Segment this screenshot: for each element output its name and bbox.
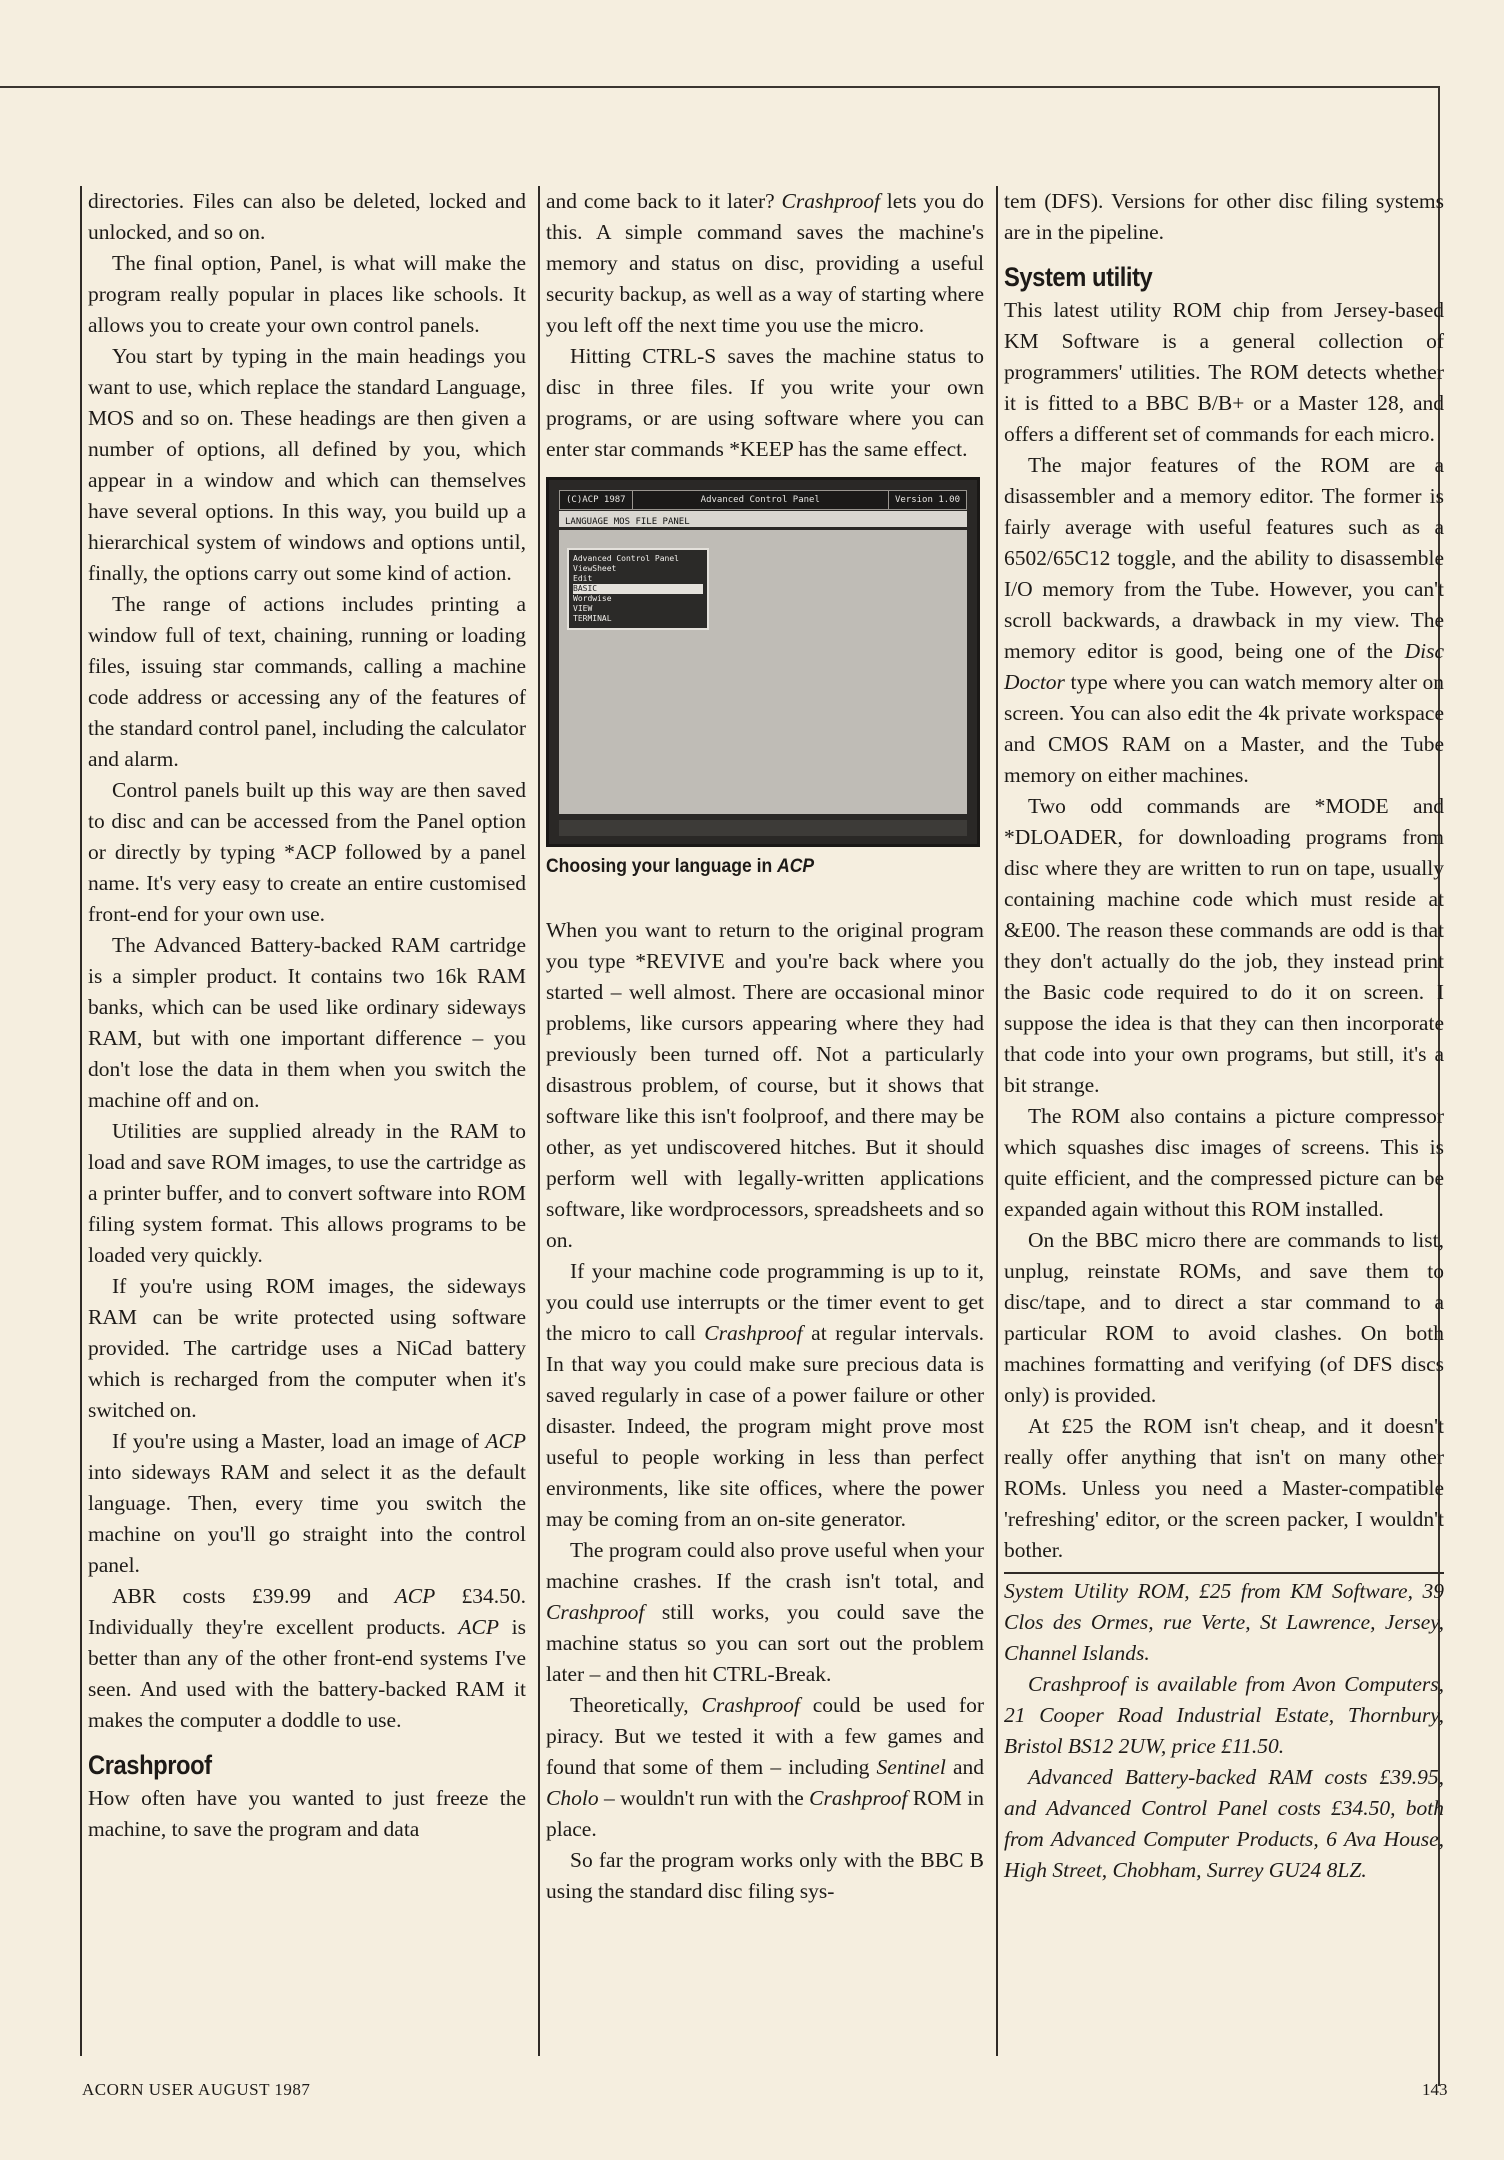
screen-title-bar (559, 490, 967, 510)
paragraph: The range of actions includes printing a window full of text, chaining, running or loading files, issuing star commands, calling a machine code address or accessing any of the features of the standard control panel, including the calculator and alarm. (88, 592, 526, 771)
language-window (567, 548, 709, 630)
screen-menu-bar (559, 511, 967, 527)
section-heading-crashproof: Crashproof (88, 1750, 212, 1780)
paragraph: If your machine code programming is up to it, you could use interrupts or the timer event to get the micro to call Crashproof at regular intervals. In that way you could make sure precious data is saved regularly in case of a power failure or other disaster. Indeed, the program might prove most useful to people working in less than perfect environments, like site offices, where the power may be coming from an on-site generator. (546, 1259, 985, 1531)
column-3 (996, 186, 1444, 2056)
paragraph: Control panels built up this way are then saved to disc and can be accessed from the Panel option or directly by typing *ACP followed by a panel name. It's very easy to create an entire customised front-end for your own use. (88, 778, 526, 926)
figure-caption: Choosing your language in ACP (546, 855, 815, 877)
screen-version: Version 1.00 (888, 491, 966, 509)
screen-copyright: (C)ACP 1987 (566, 495, 626, 505)
paragraph: The final option, Panel, is what will make the program really popular in places like schools. It allows you to create your own control panels. (88, 251, 526, 337)
paragraph: How often have you wanted to just freeze the machine, to save the program and data (88, 1786, 526, 1841)
paragraph: Theoretically, Crashproof could be used for piracy. But we tested it with a few games and found that some of them – including Sentinel and Cholo – wouldn't run with the Crashproof ROM in place. (546, 1693, 984, 1841)
paragraph: ABR costs £39.99 and ACP £34.50. Individually they're excellent products. ACP is better than any of the other front-end systems I've seen. And used with the battery-backed RAM it makes the computer a doddle to use. (88, 1584, 527, 1732)
paragraph: If you're using ROM images, the sideways RAM can be write protected using software provided. The cartridge uses a NiCad battery which is recharged from the computer when it's switched on. (88, 1274, 526, 1422)
paragraph: and come back to it later? Crashproof lets you do this. A simple command saves the machine's memory and status on disc, providing a useful security backup, as well as a way of starting where you left off the next time you use the micro. (546, 189, 985, 337)
language-item: TERMINAL (573, 614, 612, 623)
language-item: VIEW (573, 604, 593, 613)
language-item: Wordwise (573, 594, 612, 603)
credit-crashproof: Crashproof is available from Avon Computers, 21 Cooper Road Industrial Estate, Thornbury, Bristol BS12 2UW, price £11.50. (1004, 1672, 1444, 1758)
credit-system-utility: System Utility ROM, £25 from KM Software, 39 Clos des Ormes, rue Verte, St Lawrence, Jersey, Channel Islands. (1004, 1579, 1444, 1665)
paragraph: When you want to return to the original program you type *REVIVE and you're back where you started – well almost. There are occasional minor problems, like cursors appearing where they had previously been turned off. Not a particularly disastrous problem, of course, but it shows that software like this isn't foolproof, and there may be other, as yet undiscovered hitches. But it should perform well with legally-written applications software, like wordprocessors, spreadsheets and so on. (546, 918, 984, 1252)
product-credits (1004, 1572, 1444, 1886)
paragraph: tem (DFS). Versions for other disc filing systems are in the pipeline. (1004, 189, 1444, 244)
language-item: Edit (573, 574, 593, 583)
paragraph: Two odd commands are *MODE and *DLOADER, for downloading programs from disc where they are written to run on tape, usually containing machine code which must reside at &E00. The reason these commands are odd is that they don't actually do the job, they instead print the Basic code required to do it on screen. I suppose the idea is that they can then incorporate that code into your own programs, but still, it's a bit strange. (1004, 794, 1444, 1097)
paragraph: The program could also prove useful when your machine crashes. If the crash isn't total, and Crashproof still works, you could save the machine status so you can sort out the problem later – and then hit CTRL-Break. (546, 1538, 984, 1686)
column-2 (538, 186, 984, 2056)
paragraph: The ROM also contains a picture compressor which squashes disc images of screens. This is quite efficient, and the compressed picture can be expanded again without this ROM installed. (1004, 1104, 1444, 1221)
top-rule (0, 86, 1440, 88)
language-item-selected: BASIC (573, 584, 703, 594)
paragraph: This latest utility ROM chip from Jersey-based KM Software is a general collection of programmers' utilities. The ROM detects whether it is fitted to a BBC B/B+ or a Master 128, and offers a different set of commands for each micro. (1004, 298, 1444, 446)
paragraph: directories. Files can also be deleted, locked and unlocked, and so on. (88, 189, 526, 244)
footer-magazine: ACORN USER AUGUST 1987 (82, 2080, 311, 2099)
paragraph: If you're using a Master, load an image of ACP into sideways RAM and select it as the default language. Then, every time you switch the machine on you'll go straight into the control panel. (88, 1429, 526, 1577)
credit-advanced-products: Advanced Battery-backed RAM costs £39.95, and Advanced Control Panel costs £34.50, both from Advanced Computer Products, 6 Ava House, High Street, Chobham, Surrey GU24 8LZ. (1004, 1765, 1444, 1882)
paragraph: The major features of the ROM are a disassembler and a memory editor. The former is fairly average with useful features such as a 6502/65C12 toggle, and the ability to disassemble I/O memory from the Tube. However, you can't scroll backwards, a drawback in my view. The memory editor is good, being one of the Disc Doctor type where you can watch memory alter on screen. You can also edit the 4k private workspace and CMOS RAM on a Master, and the Tube memory on either machines. (1004, 453, 1444, 787)
screen-desktop (559, 530, 967, 814)
paragraph: So far the program works only with the BBC B using the standard disc filing sys- (546, 1848, 984, 1903)
section-heading-system-utility: System utility (1004, 262, 1153, 292)
screen-menu: LANGUAGE MOS FILE PANEL (565, 517, 690, 527)
paragraph: Hitting CTRL-S saves the machine status to disc in three files. If you write your own programs, or are using software where you can enter star commands *KEEP has the same effect. (546, 344, 984, 461)
paragraph: The Advanced Battery-backed RAM cartridge is a simpler product. It contains two 16k RAM banks, which can be used like ordinary sideways RAM, but with one important difference – you don't lose the data in them when you switch the machine off and on. (88, 933, 526, 1112)
screen-status-bar (559, 820, 967, 836)
paragraph: You start by typing in the main headings you want to use, which replace the standard Language, MOS and so on. These headings are then given a number of options, all defined by you, which appear in a window and which can themselves have several options. In this way, you build up a hierarchical system of windows and options until, finally, the options carry out some kind of action. (88, 344, 526, 585)
screen-title: Advanced Control Panel (632, 491, 888, 509)
page-number: 143 (1422, 2080, 1448, 2099)
paragraph: At £25 the ROM isn't cheap, and it doesn't really offer anything that isn't on many other ROMs. Unless you need a Master-compatible 'refreshing' editor, or the screen packer, I wouldn't bother. (1004, 1414, 1444, 1562)
paragraph: Utilities are supplied already in the RAM to load and save ROM images, to use the cartridge as a printer buffer, and to convert software into ROM filing system format. This allows programs to be loaded very quickly. (88, 1119, 526, 1267)
language-item: ViewSheet (573, 564, 617, 573)
acp-screenshot (546, 477, 980, 847)
language-item: Advanced Control Panel (573, 554, 679, 563)
paragraph: On the BBC micro there are commands to list, unplug, reinstate ROMs, and save them to disc/tape, and to direct a star command to a particular ROM to avoid clashes. On both machines formatting and verifying (of DFS discs only) is provided. (1004, 1228, 1444, 1407)
column-1 (80, 186, 526, 2056)
